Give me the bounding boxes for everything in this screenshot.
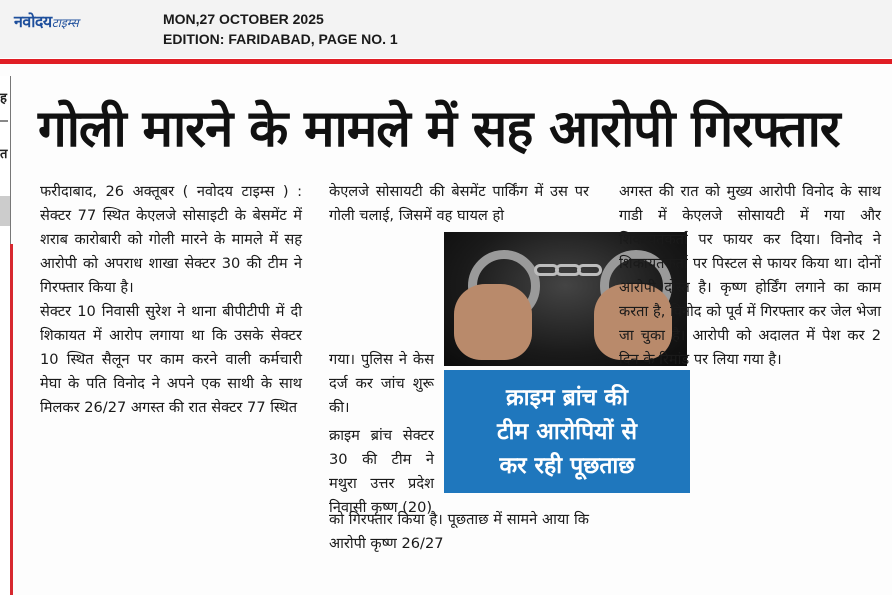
logo-sub-text: टाइम्स xyxy=(51,16,79,30)
masthead-bar xyxy=(0,0,892,58)
fist-left xyxy=(454,284,532,360)
article-column-1 xyxy=(40,180,302,420)
newspaper-logo[interactable] xyxy=(14,10,79,32)
edition-info xyxy=(163,9,398,49)
paragraph-2: सेक्टर 10 निवासी सुरेश ने थाना बीपीटीपी में दी शिकायत में आरोप लगाया था कि उसके सेक्टर 10 स्थित सैलून पर काम करने वाली कर्मचारी मेघा के पति विनोद ने अपने एक साथी के साथ मिलकर 26/27 अगस्त की रात सेक्टर 77 स्थित xyxy=(40,303,302,416)
paragraph-6: को गिरफ्तार किया है। पूछताछ में सामने आया कि आरोपी कृष्ण 26/27 xyxy=(329,511,589,552)
paragraph-4: गया। पुलिस ने केस दर्ज कर जांच शुरू की। xyxy=(329,351,434,416)
edge-gray-block xyxy=(0,196,10,226)
article-column-2-bottom xyxy=(329,508,589,556)
edge-char-2: त xyxy=(0,147,8,162)
paragraph-1: फरीदाबाद, 26 अक्तूबर ( नवोदय टाइम्स ) : सेक्टर 77 स्थित केएलजे सोसाइटी के बेसमेंट में शराब कारोबारी को गोली मारने के मामले में सह आरोपी को अपराध शाखा सेक्टर 30 की टीम ने गिरफ्तार किया है। xyxy=(40,183,302,296)
article-headline: गोली मारने के मामले में सह आरोपी गिरफ्तार xyxy=(38,100,840,159)
paragraph-5: क्राइम ब्रांच सेक्टर 30 की टीम ने मथुरा उत्तर प्रदेश निवासी कृष्ण (20) xyxy=(329,427,434,516)
adjacent-article-edge xyxy=(0,76,11,595)
edition-line: EDITION: FARIDABAD, PAGE NO. 1 xyxy=(163,31,398,47)
article-column-3 xyxy=(619,180,881,372)
paragraph-3: केएलजे सोसायटी की बेसमेंट पार्किंग में उस पर गोली चलाई, जिसमें वह घायल हो xyxy=(329,183,589,224)
highlight-line-2: टीम आरोपियों से xyxy=(496,418,638,445)
highlight-box xyxy=(444,370,690,493)
article-column-2-top xyxy=(329,180,589,228)
paragraph-7: अगस्त की रात को मुख्य आरोपी विनोद के साथ गाडी में केएलजे सोसायटी में गया और शिकायतकर्ता पर फायर कर दिया। विनोद ने शिकायतकर्ता पर पिस्टल से फायर किया था। दोनों आरोपी दोस्त है। कृष्ण होर्डिंग लगाने का काम करता है, विनोद को पूर्व में गिरफ्तार कर जेल भेजा जा चुका है। आरोपी को अदालत में पेश कर 2 दिन के रिमांड पर लिया गया है। xyxy=(619,183,881,368)
edge-red-rule xyxy=(0,244,13,595)
logo-main-text: नवोदय xyxy=(14,12,52,31)
edge-char-1: ह xyxy=(0,91,7,106)
article-column-2-narrow xyxy=(329,348,434,520)
handcuff-chain xyxy=(536,264,600,276)
highlight-line-3: कर रही पूछताछ xyxy=(499,452,635,479)
highlight-line-1: क्राइम ब्रांच की xyxy=(506,384,628,411)
edge-tick xyxy=(0,120,8,122)
date-line: MON,27 OCTOBER 2025 xyxy=(163,11,324,27)
